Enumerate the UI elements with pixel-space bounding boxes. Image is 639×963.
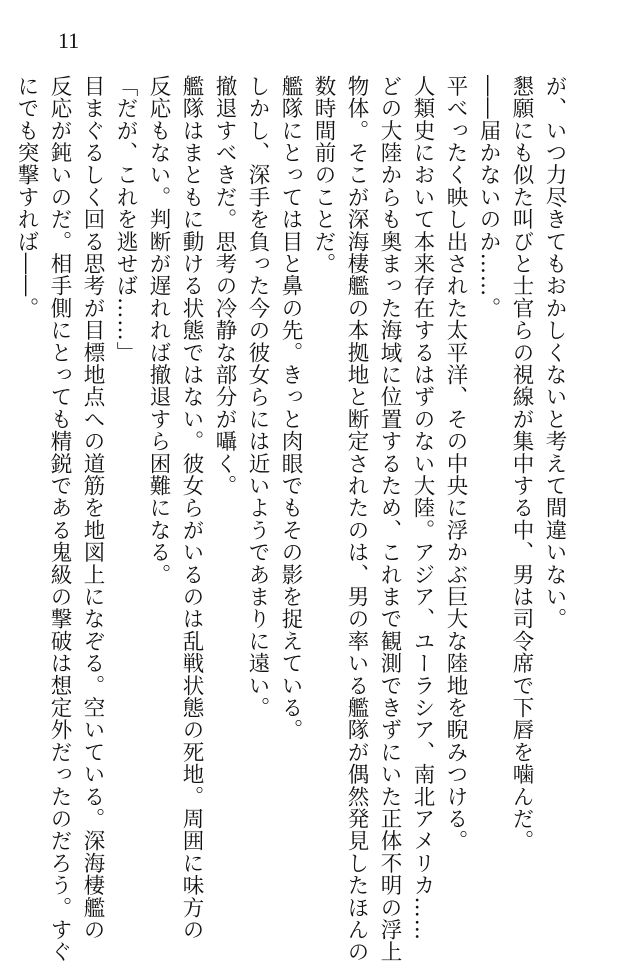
- text-line: 反応もない。判断が遅れれば撤退すら困難になる。: [146, 75, 171, 586]
- text-line: 懇願にも似た叫びと士官らの視線が集中する中、男は司令席で下唇を噛んだ。: [509, 75, 534, 852]
- text-line: どの大陸からも奥まった海域に位置するため、これまで観測できずにいた正体不明の浮上: [377, 75, 402, 963]
- text-line: 物体。そこが深海棲艦の本拠地と断定されたのは、男の率いる艦隊が偶然発見したほんの: [344, 75, 369, 963]
- text-line: が、いつ力尽きてもおかしくないと考えて間違いない。: [542, 75, 567, 630]
- text-line: 艦隊にとっては目と鼻の先。きっと肉眼でもその影を捉えている。: [278, 75, 303, 741]
- text-line: しかし、深手を負った今の彼女らには近いようであまりに遠い。: [245, 75, 270, 719]
- text-line: 「だが、これを逃せば……」: [113, 75, 138, 364]
- text-line: 目まぐるしく回る思考が目標地点への道筋を地図上になぞる。空いている。深海棲艦の: [80, 75, 105, 941]
- text-line: にでも突撃すれば――。: [14, 75, 39, 320]
- page-number: 11: [58, 28, 80, 53]
- text-line: 反応が鈍いのだ。相手側にとっても精鋭である鬼級の撃破は想定外だったのだろう。すぐ: [47, 75, 72, 963]
- text-line: 平べったく映し出された太平洋、その中央に浮かぶ巨大な陸地を睨みつける。: [443, 75, 468, 852]
- text-line: ――届かないのか……。: [476, 75, 501, 320]
- text-line: 人類史において本来存在するはずのない大陸。アジア、ユーラシア、南北アメリカ……: [410, 75, 435, 941]
- novel-text-body: [10, 75, 571, 963]
- text-line: 数時間前のことだ。: [311, 75, 336, 275]
- text-line: 艦隊はまともに動ける状態ではない。彼女らがいるのは乱戦状態の死地。周囲に味方の: [179, 75, 204, 941]
- text-line: 撤退すべきだ。思考の冷静な部分が囁く。: [212, 75, 237, 497]
